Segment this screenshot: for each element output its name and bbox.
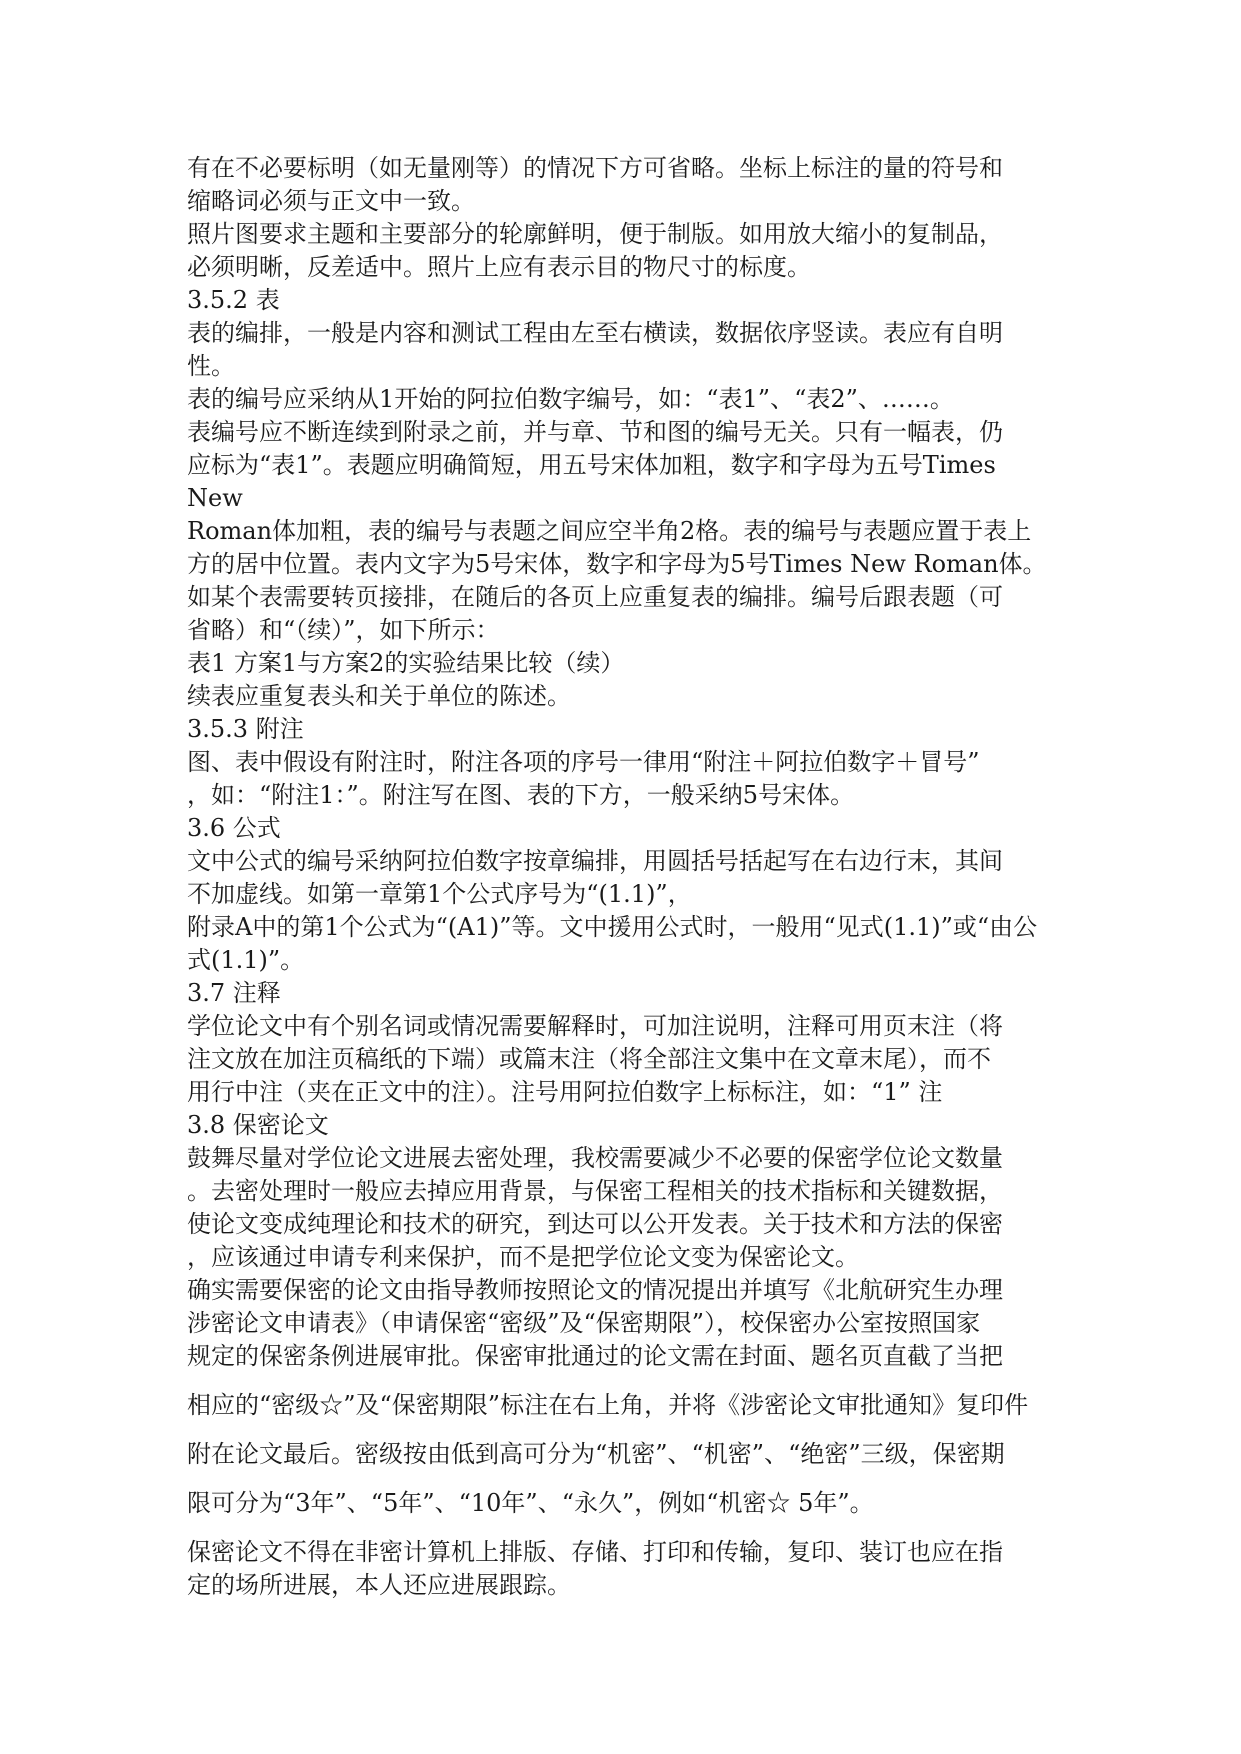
text-line: 应标为“表1”。表题应明确简短，用五号宋体加粗，数字和字母为五号Times <box>187 451 996 479</box>
text-line: 学位论文中有个别名词或情况需要解释时，可加注说明，注释可用页末注（将 <box>187 1012 1003 1040</box>
text-line: 有在不必要标明（如无量刚等）的情况下方可省略。坐标上标注的量的符号和 <box>187 154 1003 182</box>
section-heading: 3.5.2 表 <box>187 286 280 314</box>
text-line: 表的编号应采纳从1开始的阿拉伯数字编号，如：“表1”、“表2”、……。 <box>187 385 954 413</box>
text-line: 附在论文最后。密级按由低到高可分为“机密”、“机密”、“绝密”三级，保密期 <box>187 1440 1005 1468</box>
text-line: 不加虚线。如第一章第1个公式序号为“(1.1)”， <box>187 880 692 908</box>
section-heading: 3.7 注释 <box>187 979 281 1007</box>
text-line: 续表应重复表头和关于单位的陈述。 <box>187 682 571 710</box>
text-line: 定的场所进展，本人还应进展跟踪。 <box>187 1571 571 1599</box>
text-line: 限可分为“3年”、“5年”、“10年”、“永久”，例如“机密☆ 5年”。 <box>187 1489 874 1517</box>
text-line: 注文放在加注页稿纸的下端）或篇末注（将全部注文集中在文章末尾），而不 <box>187 1045 991 1073</box>
text-line: 省略）和“（续）”，如下所示： <box>187 616 500 644</box>
text-line: 使论文变成纯理论和技术的研究，到达可以公开发表。关于技术和方法的保密 <box>187 1210 1003 1238</box>
document-body <box>187 152 1067 1602</box>
text-line: 式(1.1)”。 <box>187 946 305 974</box>
text-line: 确实需要保密的论文由指导教师按照论文的情况提出并填写《北航研究生办理 <box>187 1276 1003 1304</box>
text-line: 方的居中位置。表内文字为5号宋体，数字和字母为5号Times New Roman体。 <box>187 550 1047 578</box>
text-line: 鼓舞尽量对学位论文进展去密处理，我校需要减少不必要的保密学位论文数量 <box>187 1144 1003 1172</box>
table-caption-example: 表1 方案1与方案2的实验结果比较（续） <box>187 649 625 677</box>
text-line: 相应的“密级☆”及“保密期限”标注在右上角，并将《涉密论文审批通知》复印件 <box>187 1391 1029 1419</box>
section-heading: 3.8 保密论文 <box>187 1111 329 1139</box>
text-line: New <box>187 484 243 512</box>
text-line: 规定的保密条例进展审批。保密审批通过的论文需在封面、题名页直截了当把 <box>187 1342 1003 1370</box>
text-line: ，应该通过申请专利来保护，而不是把学位论文变为保密论文。 <box>187 1243 859 1271</box>
text-line: 涉密论文申请表》（申请保密“密级”及“保密期限”），校保密办公室按照国家 <box>187 1309 981 1337</box>
text-line: 用行中注（夹在正文中的注）。注号用阿拉伯数字上标标注，如：“1” 注 <box>187 1078 943 1106</box>
text-line: 照片图要求主题和主要部分的轮廓鲜明，便于制版。如用放大缩小的复制品， <box>187 220 1003 248</box>
section-heading: 3.5.3 附注 <box>187 715 304 743</box>
text-line: 必须明晰，反差适中。照片上应有表示目的物尺寸的标度。 <box>187 253 811 281</box>
text-line: 保密论文不得在非密计算机上排版、存储、打印和传输，复印、装订也应在指 <box>187 1538 1003 1566</box>
text-line: ，如：“附注1：”。附注写在图、表的下方，一般采纳5号宋体。 <box>187 781 855 809</box>
text-line: Roman体加粗，表的编号与表题之间应空半角2格。表的编号与表题应置于表上 <box>187 517 1032 545</box>
text-line: 表编号应不断连续到附录之前，并与章、节和图的编号无关。只有一幅表，仍 <box>187 418 1003 446</box>
section-heading: 3.6 公式 <box>187 814 281 842</box>
text-line: 缩略词必须与正文中一致。 <box>187 187 475 215</box>
text-line: 文中公式的编号采纳阿拉伯数字按章编排，用圆括号括起写在右边行末，其间 <box>187 847 1003 875</box>
text-line: 性。 <box>187 352 235 380</box>
text-line: 图、表中假设有附注时，附注各项的序号一律用“附注＋阿拉伯数字＋冒号” <box>187 748 980 776</box>
text-line: 附录A中的第1个公式为“(A1)”等。文中援用公式时，一般用“见式(1.1)”或“由公 <box>187 913 1038 941</box>
text-line: 。去密处理时一般应去掉应用背景，与保密工程相关的技术指标和关键数据， <box>187 1177 1003 1205</box>
text-line: 如某个表需要转页接排，在随后的各页上应重复表的编排。编号后跟表题（可 <box>187 583 1003 611</box>
text-line: 表的编排，一般是内容和测试工程由左至右横读，数据依序竖读。表应有自明 <box>187 319 1003 347</box>
